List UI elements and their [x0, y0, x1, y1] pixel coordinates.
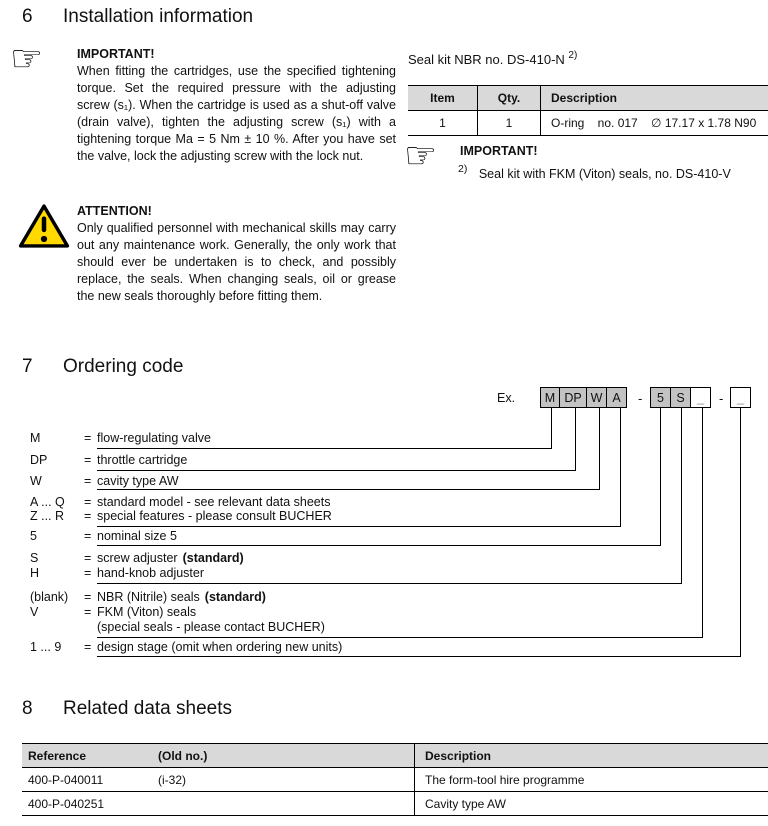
seal-kit-title-text: Seal kit NBR no. DS-410-N: [408, 52, 565, 67]
legend-underline: [97, 526, 621, 527]
legend-code: H: [30, 566, 40, 580]
legend-equals: =: [84, 453, 92, 467]
code-box-blank: _: [690, 387, 711, 408]
legend-desc: nominal size 5: [97, 529, 177, 543]
seal-kit-table-wrap: [408, 85, 768, 136]
legend-equals: =: [84, 605, 92, 619]
code-box-group-model: [540, 387, 627, 408]
pointing-hand-icon: ☞: [404, 135, 438, 176]
seal-kit-title-footnote-ref: 2): [568, 50, 578, 61]
related-cell-reference: 400-P-040251: [22, 792, 152, 816]
code-box: M: [540, 387, 560, 408]
related-data-sheets-table: [22, 743, 768, 816]
legend-code: 5: [30, 529, 37, 543]
legend-desc: special features - please consult BUCHER: [97, 509, 332, 523]
section8-title: Related data sheets: [63, 698, 233, 719]
legend-desc: hand-knob adjuster: [97, 566, 205, 580]
legend-code: S: [30, 551, 39, 565]
legend-desc-continuation: (special seals - please contact BUCHER): [97, 620, 325, 634]
legend-equals: =: [84, 431, 92, 445]
legend-desc-bold: (standard): [182, 551, 244, 565]
legend-equals: =: [84, 495, 92, 509]
connector-line: [681, 408, 682, 583]
legend-desc: screw adjuster (standard): [97, 551, 244, 565]
section6-title: Installation information: [63, 6, 254, 27]
legend-underline: [97, 637, 703, 638]
important-left-body: When fitting the cartridges, use the specified tightening torque. Set the required pressure with the adjusting screw (s₁). When the cartridge is used as a shut-off valve (drain valve), tighten the adjusting screw (s₁) with a tightening torque Ma = 5 Nm ± 10 %. After you have set the valve, lock the adjusting screw with the lock nut.: [77, 64, 396, 163]
legend-desc: FKM (Viton) seals: [97, 605, 197, 619]
connector-line: [620, 408, 621, 526]
attention-title: ATTENTION!: [77, 204, 152, 218]
legend-code: V: [30, 605, 39, 619]
code-box-group-design: [730, 387, 751, 408]
seal-kit-header-item: Item: [408, 86, 478, 111]
legend-equals: =: [84, 474, 92, 488]
legend-desc: standard model - see relevant data sheets: [97, 495, 331, 509]
legend-equals: =: [84, 590, 92, 604]
seal-kit-table: [408, 85, 768, 136]
legend-equals: =: [84, 551, 92, 565]
code-box-group-size: [650, 387, 711, 408]
footnote-ref: 2): [458, 163, 468, 175]
legend-underline: [97, 470, 576, 471]
legend-equals: =: [84, 640, 92, 654]
legend-code: DP: [30, 453, 48, 467]
seal-kit-header-description: Description: [541, 86, 768, 111]
pointing-hand-icon: ☞: [10, 38, 44, 79]
legend-underline: [97, 448, 552, 449]
legend-code: (blank): [30, 590, 69, 604]
section7-title: Ordering code: [63, 356, 184, 377]
legend-underline: [97, 545, 661, 546]
code-box: DP: [559, 387, 587, 408]
legend-desc: flow-regulating valve: [97, 431, 211, 445]
connector-line: [740, 408, 741, 656]
legend-equals: =: [84, 509, 92, 523]
legend-code: W: [30, 474, 42, 488]
legend-code: A ... Q: [30, 495, 65, 509]
section6-number: 6: [22, 6, 33, 27]
table-row: [22, 792, 768, 816]
legend-code: M: [30, 431, 41, 445]
footnote-text: Seal kit with FKM (Viton) seals, no. DS-410-V: [478, 167, 731, 181]
seal-kit-cell-description: O-ring no. 017 ∅ 17.17 x 1.78 N90: [541, 111, 768, 136]
section8-number: 8: [22, 698, 33, 719]
warning-triangle-icon: [18, 202, 70, 255]
related-cell-description: The form-tool hire programme: [415, 768, 768, 792]
table-row: [408, 111, 768, 136]
seal-kit-header-qty: Qty.: [478, 86, 541, 111]
seal-kit-cell-qty: 1: [478, 111, 541, 136]
table-header-row: [408, 86, 768, 111]
seal-kit-cell-item: 1: [408, 111, 478, 136]
legend-underline: [97, 583, 682, 584]
connector-line: [551, 408, 552, 448]
legend-code: Z ... R: [30, 509, 65, 523]
legend-underline: [97, 656, 741, 657]
related-cell-old-no: [152, 792, 415, 816]
code-box: A: [606, 387, 627, 408]
connector-line: [599, 408, 600, 489]
important-right-title: IMPORTANT!: [460, 144, 538, 158]
legend-equals: =: [84, 529, 92, 543]
attention-body: Only qualified personnel with mechanical skills may carry out any maintenance work. Generally, the only work that should ever be undertaken is to check, and possibly replace, the seals. When changing seals, oil or grease the new seals thoroughly before fitting them.: [77, 221, 396, 303]
code-box: S: [670, 387, 691, 408]
code-box: W: [586, 387, 607, 408]
legend-desc: cavity type AW: [97, 474, 179, 488]
legend-underline: [97, 489, 600, 490]
table-header-row: [22, 744, 768, 768]
code-box: 5: [650, 387, 671, 408]
important-right-note: [458, 163, 731, 181]
legend-equals: =: [84, 566, 92, 580]
connector-line: [660, 408, 661, 545]
legend-desc: NBR (Nitrile) seals (standard): [97, 590, 266, 604]
legend-code: 1 ... 9: [30, 640, 62, 654]
related-header-reference: Reference: [22, 744, 152, 768]
legend-desc-bold: (standard): [204, 590, 266, 604]
connector-line: [702, 408, 703, 637]
related-header-description: Description: [415, 744, 768, 768]
related-cell-old-no: (i-32): [152, 768, 415, 792]
seal-kit-title: [408, 50, 577, 67]
related-cell-reference: 400-P-040011: [22, 768, 152, 792]
table-row: [22, 768, 768, 792]
code-box-blank: _: [730, 387, 751, 408]
legend-desc: throttle cartridge: [97, 453, 188, 467]
code-dash: -: [719, 391, 724, 406]
related-table-wrap: [22, 743, 768, 816]
code-dash: -: [638, 391, 643, 406]
example-label: Ex.: [497, 391, 516, 405]
related-header-old-no: (Old no.): [152, 744, 415, 768]
legend-desc: design stage (omit when ordering new units): [97, 640, 343, 654]
important-left-title: IMPORTANT!: [77, 47, 155, 61]
connector-line: [575, 408, 576, 470]
section7-number: 7: [22, 356, 33, 377]
related-cell-description: Cavity type AW: [415, 792, 768, 816]
